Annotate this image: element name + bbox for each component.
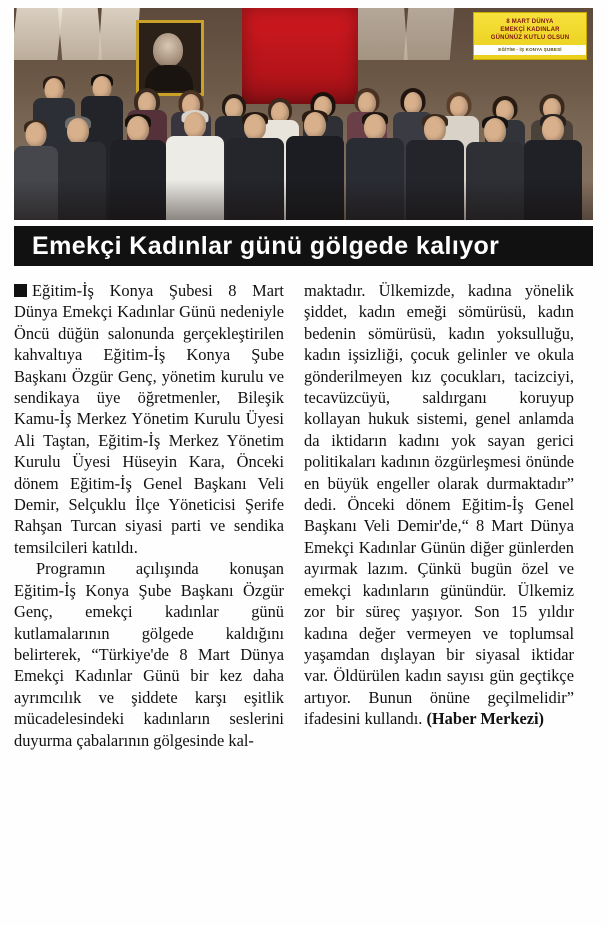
article-photo: [14, 8, 593, 220]
paragraph: [14, 280, 284, 558]
paragraph: [304, 280, 574, 730]
lead-square-marker: [14, 284, 27, 297]
paragraph-text: Eğitim-İş Konya Şubesi 8 Mart Dünya Emekçi Kadınlar Günü nedeniyle Öncü düğün salonunda gerçekleştirilen kahvaltıya Eğitim-İş Konya Şube Başkanı Özgür Genç, yönetim kurulu ve sendikaya üye öğretmenler, Bileşik Kamu-İş Merkez Yönetim Kurulu Üyesi Ali Taştan, Eğitim-İş Merkez Yönetim Kurulu Üyesi Hüseyin Kara, Önceki dönem Eğitim-İş Genel Başkanı Veli Demir, Selçuklu İlçe Yöneticisi Şerife Rahşan Turcan siyasi parti ve sendika temsilcileri katıldı.: [14, 281, 284, 557]
photo-vignette: [14, 180, 593, 220]
paragraph-text: maktadır. Ülkemizde, kadına yönelik şiddet, kadın emeği sömürüsü, kadın bedenin sömürüsü, kadın yoksulluğu, kadın işsizliği, çocuk gelinler ve okula gönderilmeyen kız çocukları, tacizciyi, tecavüzcüyü, saldırganı koruyup kollayan hukuk sistemi, genel anlamda da iktidarın kadını yok sayan gerici politikaları kadının özgürleşmesi önünde en büyük engeller olarak durmaktadır” dedi. Önceki dönem Eğitim-İş Genel Başkanı Veli Demir'de,“ 8 Mart Dünya Emekçi Kadınlar Günün diğer günlerden ayırmak lazım. Çünkü bugün özel ve emekçi kadınların günündür. Ülkemiz zor bir süreç yaşıyor. Son 15 yıldır kadına değer vermeyen ve toplumsal yaşamdan dışlayan bir siyasal iktidar var. Öldürülen kadın sayısı gün geçtikçe artıyor. Bunun önüne geçilmelidir” ifadesini kullandı.: [304, 281, 574, 729]
article-column-left: [14, 280, 284, 751]
banner-footer: EĞİTİM - İŞ KONYA ŞUBESİ: [474, 45, 586, 55]
banner-line-3: GÜNÜNÜZ KUTLU OLSUN: [490, 35, 570, 41]
article-body: [14, 280, 593, 751]
banner-line-2: EMEKÇİ KADINLAR: [500, 27, 560, 33]
byline: (Haber Merkezi): [426, 709, 545, 729]
headline-bar: [14, 226, 593, 266]
paragraph: Programın açılışında konuşan Eğitim-İş Konya Şube Başkanı Özgür Genç, emekçi kadınlar günü kutlamalarının gölgede kaldığını belirterek, “Türkiye'de 8 Mart Dünya Emekçi Kadınlar Günü bir kez daha ayrımcılık ve şiddete karşı eşitlik mücadelesindeki kadınların seslerini duyurma çabalarının gölgesinde kal-: [14, 559, 284, 750]
article-column-right: [304, 280, 574, 751]
page-title: Emekçi Kadınlar günü gölgede kalıyor: [32, 231, 500, 260]
banner-line-1: 8 MART DÜNYA: [506, 19, 554, 25]
